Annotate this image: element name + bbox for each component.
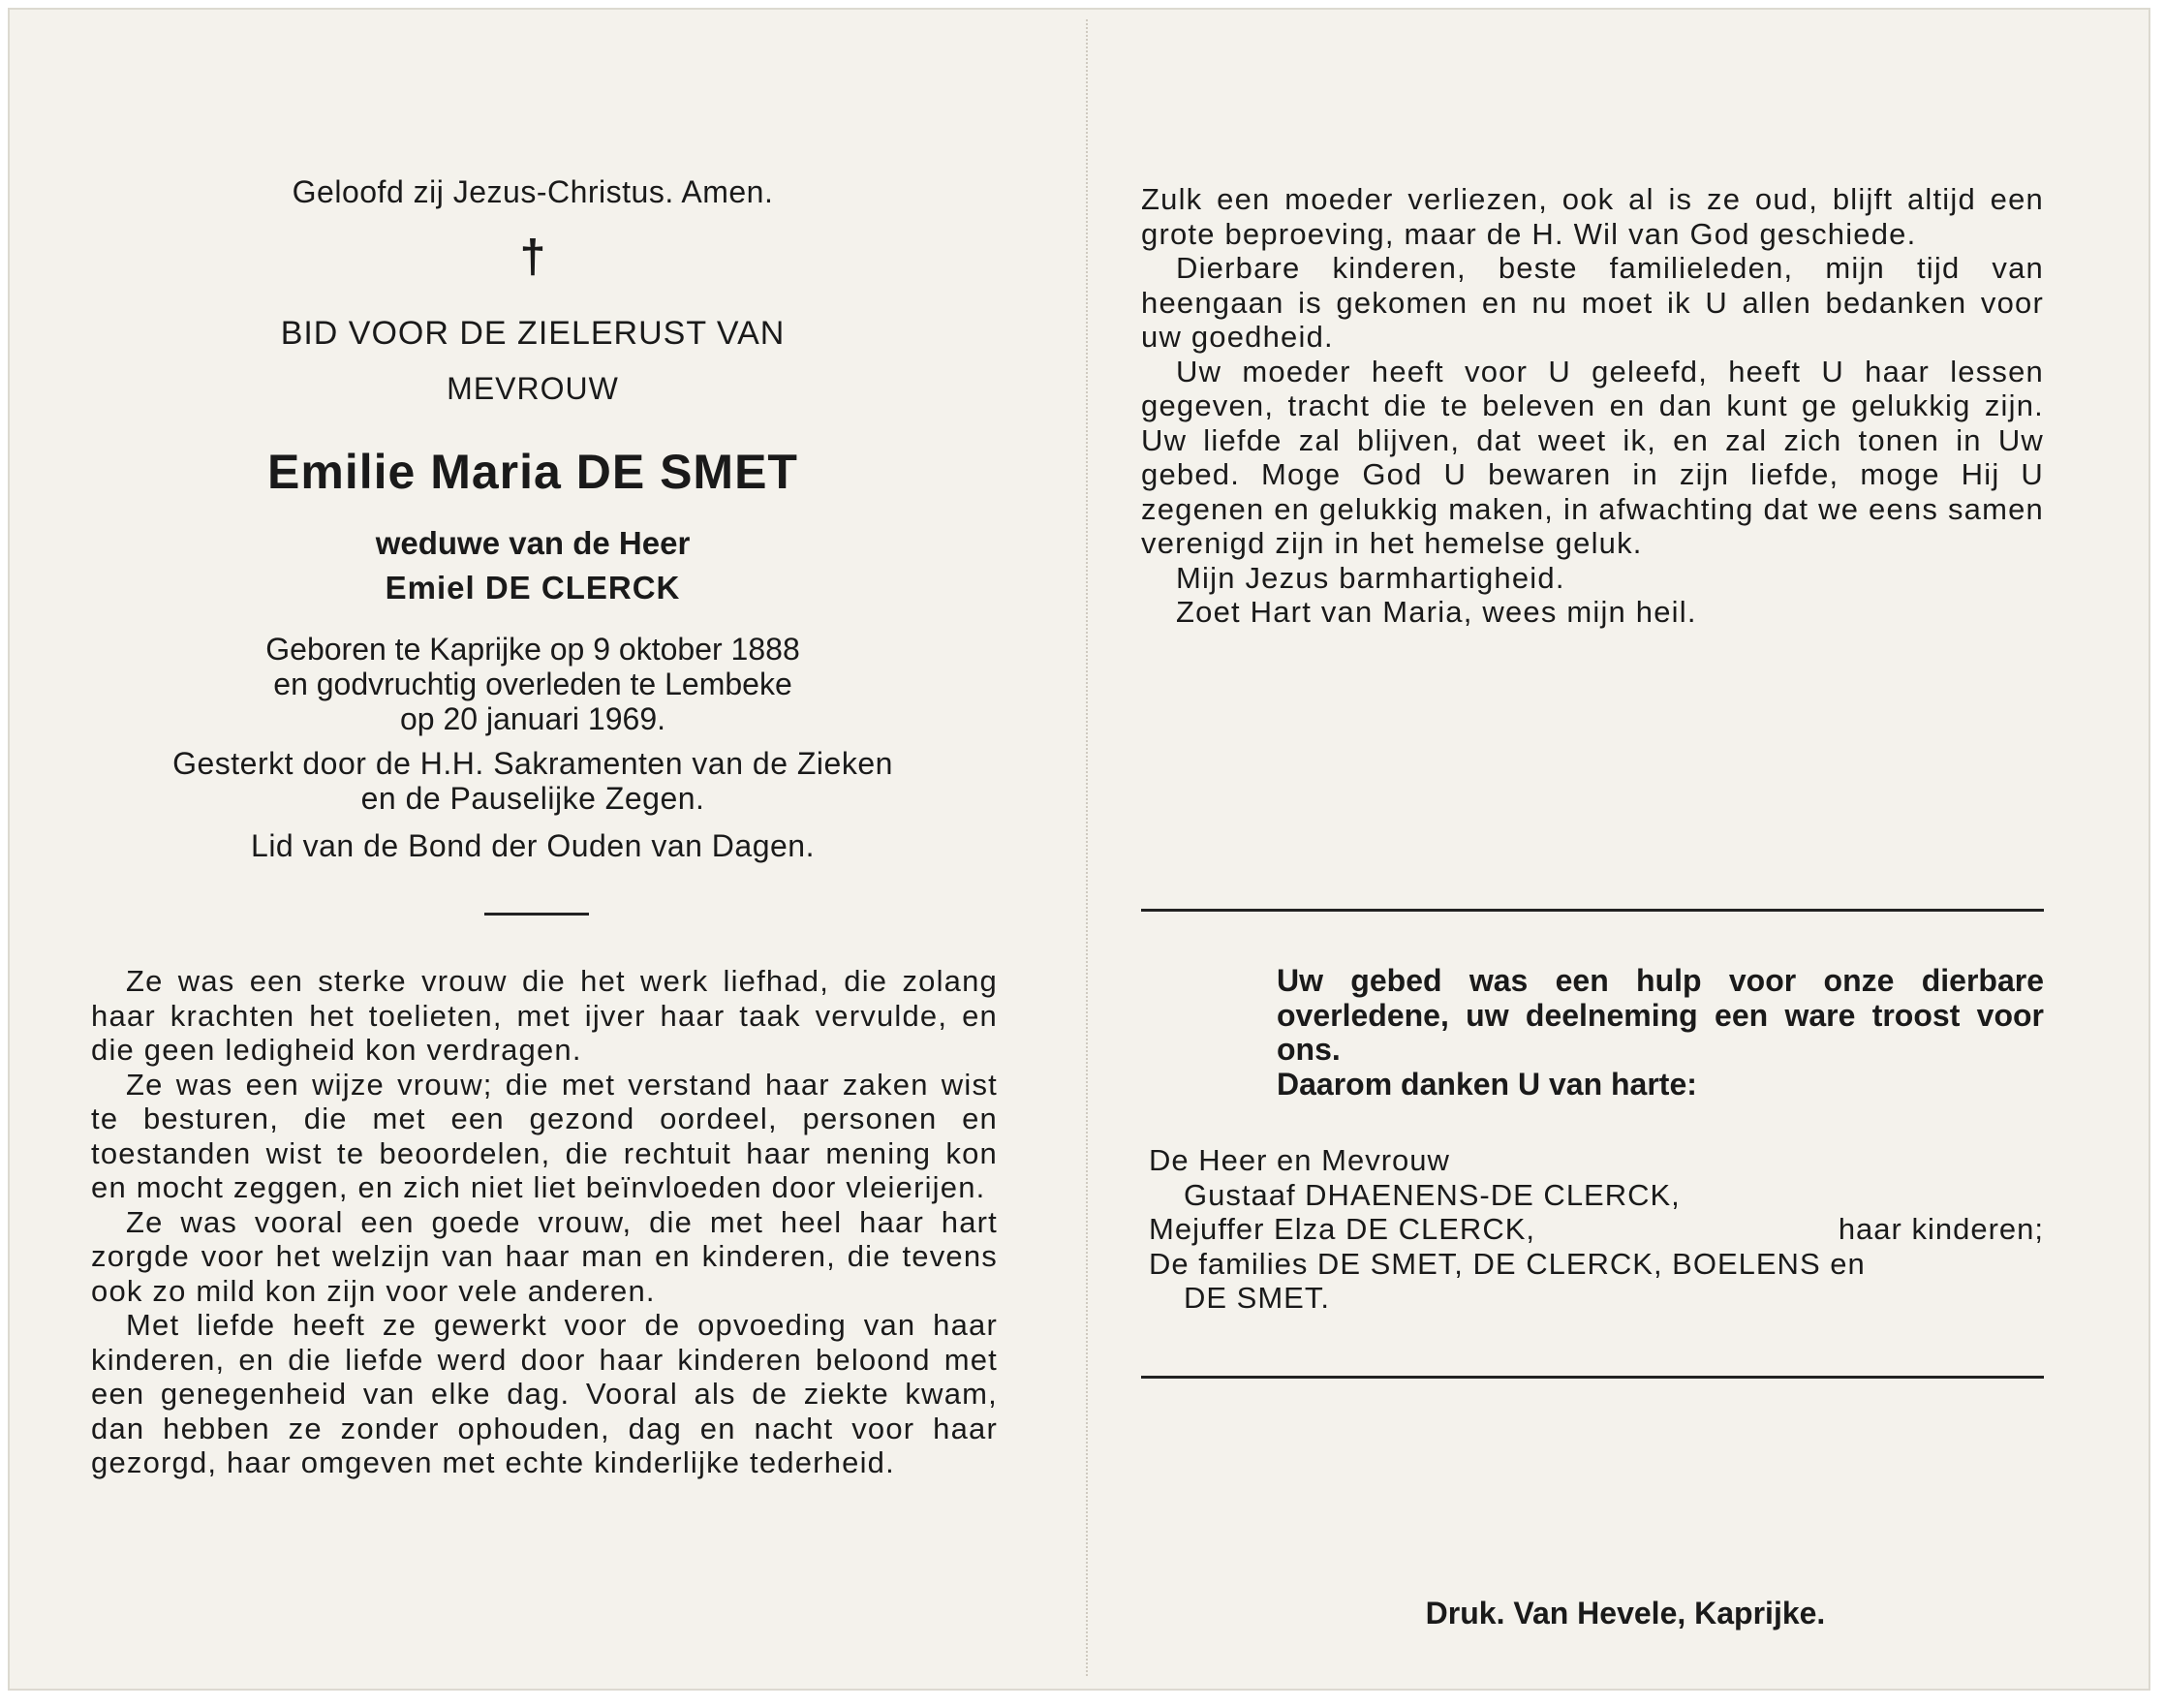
farewell-text xyxy=(1141,182,2044,630)
cross-icon: † xyxy=(519,232,546,283)
birth-line-2: en godvruchtig overleden te Lembeke xyxy=(273,667,792,701)
birth-death-info xyxy=(68,632,998,736)
family-line: De families DE SMET, DE CLERCK, BOELENS en xyxy=(1149,1246,1866,1281)
sacrament-line-1: Gesterkt door de H.H. Sakramenten van de Zieken xyxy=(172,746,893,781)
family-line: DE SMET. xyxy=(1184,1281,1330,1315)
farewell-paragraph: Dierbare kinderen, beste familieleden, mijn tijd van heengaan is gekomen en nu moet ik U allen bedanken voor uw goedheid. xyxy=(1141,251,2044,354)
prayer-heading: BID VOOR DE ZIELERUST VAN xyxy=(280,315,786,352)
sacrament-info xyxy=(68,746,998,816)
family-list xyxy=(1149,1143,2044,1316)
widow-line: weduwe van de Heer xyxy=(375,525,691,561)
divider xyxy=(1141,1376,2044,1379)
family-line-text: Mejuffer Elza DE CLERCK, xyxy=(1149,1212,1535,1246)
title-mevrouw: MEVROUW xyxy=(447,371,619,406)
family-line: De Heer en Mevrouw xyxy=(1149,1143,1450,1177)
thanks-text: Uw gebed was een hulp voor onze dierbare overledene, uw deelneming een ware troost voor ons. xyxy=(1277,963,2044,1067)
family-line: Gustaaf DHAENENS-DE CLERCK, xyxy=(1184,1177,1681,1212)
left-page xyxy=(68,10,998,1689)
birth-line-1: Geboren te Kaprijke op 9 oktober 1888 xyxy=(265,632,800,667)
farewell-paragraph: Mijn Jezus barmhartigheid. xyxy=(1176,560,1565,595)
sacrament-line-2: en de Pauselijke Zegen. xyxy=(360,781,705,816)
right-page xyxy=(1141,10,2071,1689)
closing-prayer: Zoet Hart van Maria, wees mijn heil. xyxy=(1176,595,1697,629)
birth-line-3: op 20 januari 1969. xyxy=(400,701,665,736)
eulogy-paragraph: Met liefde heeft ze gewerkt voor de opvoeding van haar kinderen, en die liefde werd door haar kinderen beloond met een genegenheid van elke dag. Vooral als de ziekte kwam, dan hebben ze zonder ophouden, dag en nacht voor haar gezorgd, haar omgeven met echte kinderlijke tederheid. xyxy=(91,1308,998,1479)
thanks-block xyxy=(1277,964,2044,1102)
membership-line: Lid van de Bond der Ouden van Dagen. xyxy=(251,828,815,863)
eulogy-text xyxy=(91,964,998,1480)
farewell-paragraph: Zulk een moeder verliezen, ook al is ze oud, blijft altijd een grote beproeving, maar de H. Wil van God geschiede. xyxy=(1141,182,2044,251)
deceased-name: Emilie Maria DE SMET xyxy=(267,445,798,499)
memorial-card xyxy=(8,8,2150,1691)
fold-line xyxy=(1086,19,1090,1676)
eulogy-paragraph: Ze was een wijze vrouw; die met verstand haar zaken wist te besturen, die met een gezond oordeel, personen en toestanden wist te beoordelen, die rechtuit haar mening kon en mocht zeggen, en zich niet liet beïnvloeden door vleierijen. xyxy=(91,1067,998,1204)
family-relation: haar kinderen; xyxy=(1838,1212,2044,1246)
opening-line: Geloofd zij Jezus-Christus. Amen. xyxy=(292,174,774,209)
printer-credit: Druk. Van Hevele, Kaprijke. xyxy=(1425,1596,1826,1630)
husband-name: Emiel DE CLERCK xyxy=(385,570,681,606)
family-line xyxy=(1149,1212,2044,1247)
divider xyxy=(1141,909,2044,912)
thanks-line: Daarom danken U van harte: xyxy=(1277,1066,1697,1102)
eulogy-paragraph: Ze was een sterke vrouw die het werk liefhad, die zolang haar krachten het toelieten, met ijver haar taak vervulde, en die geen ledigheid kon verdragen. xyxy=(91,964,998,1067)
farewell-paragraph: Uw moeder heeft voor U geleefd, heeft U haar lessen gegeven, tracht die te beleven en dan kunt ge gelukkig zijn. Uw liefde zal blijven, dat weet ik, en zal zich tonen in Uw gebed. Moge God U bewaren in zijn liefde, moge Hij U zegenen en gelukkig maken, in afwachting dat we eens samen verenigd zijn in het hemelse geluk. xyxy=(1141,354,2044,560)
eulogy-paragraph: Ze was vooral een goede vrouw, die met heel haar hart zorgde voor het welzijn van haar man en kinderen, die tevens ook zo mild kon zijn voor vele anderen. xyxy=(91,1204,998,1308)
divider xyxy=(484,913,589,916)
